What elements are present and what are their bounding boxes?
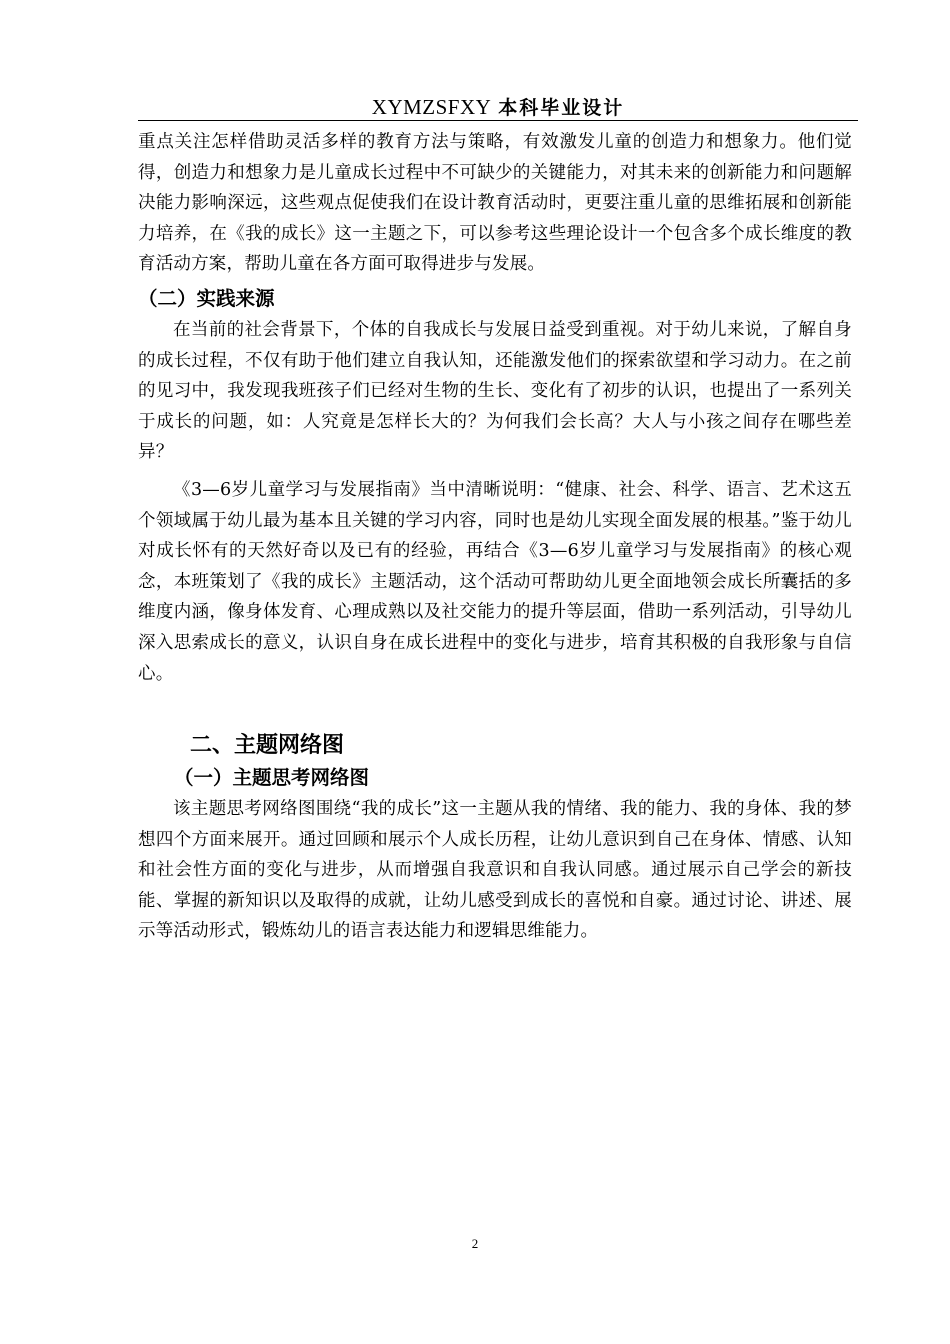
heading-theme-thinking-network: （一）主题思考网络图 — [174, 766, 370, 789]
page-number: 2 — [471, 1236, 479, 1251]
paragraph-guideline: 《3—6岁儿童学习与发展指南》当中清晰说明：“健康、社会、科学、语言、艺术这五个领域属于幼儿最为基本且关键的学习内容，同时也是幼儿实现全面发展的根基。”鉴于幼儿对成长怀有的天然好奇以及已有的经验，再结合《3—6岁儿童学习与发展指南》的核心观念，本班策划了《我的成长》主题活动，这个活动可帮助幼儿更全面地领会成长所囊括的多维度内涵，像身体发育、心理成熟以及社交能力的提升等层面，借助一系列活动，引导幼儿深入思索成长的意义，认识自身在成长进程中的变化与进步，培育其积极的自我形象与自信心。 — [138, 480, 852, 684]
paragraph-network-description: 该主题思考网络图围绕“我的成长”这一主题从我的情绪、我的能力、我的身体、我的梦想四个方面来展开。通过回顾和展示个人成长历程，让幼儿意识到自己在身体、情感、认知和社会性方面的变化与进步，从而增强自我意识和自我认同感。通过展示自己学会的新技能、掌握的新知识以及取得的成就，让幼儿感受到成长的喜悦和自豪。通过讨论、讲述、展示等活动形式，锻炼幼儿的语言表达能力和逻辑思维能力。 — [138, 799, 852, 942]
heading-theme-network: 二、主题网络图 — [190, 733, 345, 758]
header-divider — [138, 120, 858, 121]
paragraph-theory-continued: 重点关注怎样借助灵活多样的教育方法与策略，有效激发儿童的创造力和想象力。他们觉得，创造力和想象力是儿童成长过程中不可缺少的关键能力，对其未来的创新能力和问题解决能力影响深远，这些观点促使我们在设计教育活动时，更要注重儿童的思维拓展和创新能力培养，在《我的成长》这一主题之下，可以参考这些理论设计一个包含多个成长维度的教育活动方案，帮助儿童在各方面可取得进步与发展。 — [138, 132, 852, 275]
page-header — [138, 94, 858, 120]
heading-practice-source: （二）实践来源 — [138, 287, 275, 310]
header-title: 本科毕业设计 — [498, 97, 625, 119]
header-code: XYMZSFXY — [371, 95, 492, 119]
paragraph-practice-background: 在当前的社会背景下，个体的自我成长与发展日益受到重视。对于幼儿来说，了解自身的成长过程，不仅有助于他们建立自我认知，还能激发他们的探索欲望和学习动力。在之前的见习中，我发现我班孩子们已经对生物的生长、变化有了初步的认识，也提出了一系列关于成长的问题，如：人究竟是怎样长大的？为何我们会长高？大人与小孩之间存在哪些差异？ — [138, 320, 852, 463]
